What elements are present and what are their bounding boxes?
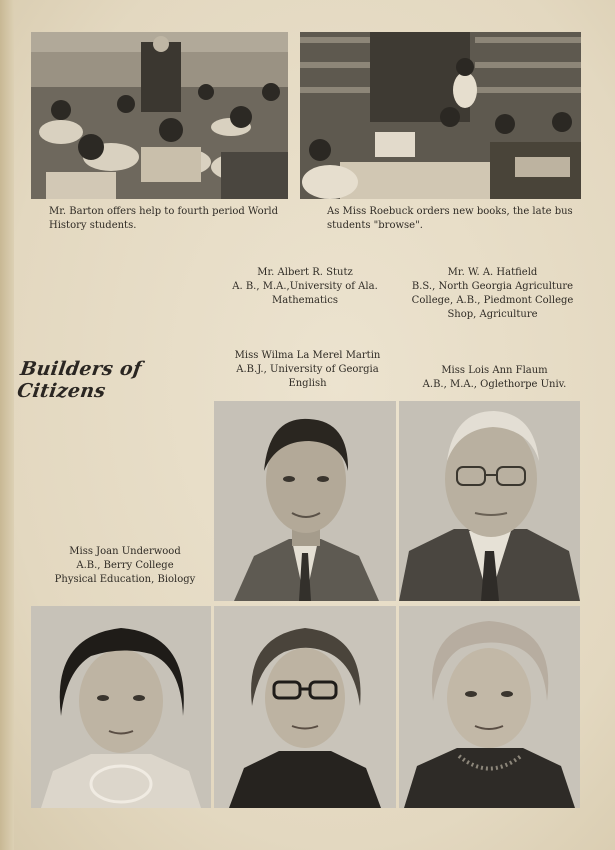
- faculty-martin-caption: [220, 349, 395, 391]
- library-photo-image: [300, 32, 581, 199]
- faculty-hatfield-degrees-2: College, A.B., Piedmont College: [411, 295, 574, 306]
- caption-roebuck-line-1: As Miss Roebuck orders new books, the late bus: [327, 206, 573, 217]
- faculty-flaum-degrees: A.B., M.A., Oglethorpe Univ.: [422, 379, 567, 390]
- faculty-underwood-name: Miss Joan Underwood: [69, 546, 181, 557]
- library-photo: [300, 32, 581, 199]
- portrait-stutz-image: [214, 401, 396, 601]
- faculty-martin-name: Miss Wilma La Merel Martin: [234, 350, 381, 361]
- portrait-hatfield-image: [399, 401, 580, 601]
- portrait-hatfield: [399, 401, 580, 601]
- classroom-photo-image: [31, 32, 288, 199]
- faculty-underwood-subject: Physical Education, Biology: [54, 574, 196, 585]
- caption-barton-line-2: History students.: [49, 220, 137, 231]
- faculty-hatfield-name: Mr. W. A. Hatfield: [447, 267, 538, 278]
- portrait-underwood-image: [31, 606, 211, 808]
- faculty-martin-subject: English: [288, 378, 327, 389]
- caption-roebuck: [327, 205, 587, 233]
- faculty-stutz-degrees: A. B., M.A.,University of Ala.: [232, 281, 378, 292]
- portrait-stutz: [214, 401, 396, 601]
- section-title: Builders of Citizens: [15, 358, 144, 402]
- faculty-stutz-caption: [220, 266, 390, 308]
- faculty-flaum-name: Miss Lois Ann Flaum: [441, 365, 548, 376]
- caption-barton-line-1: Mr. Barton offers help to fourth period World: [49, 206, 278, 217]
- caption-barton: [49, 205, 289, 233]
- faculty-flaum-caption: [402, 364, 587, 392]
- faculty-underwood-degrees: A.B., Berry College: [76, 560, 174, 571]
- faculty-hatfield-degrees: B.S., North Georgia Agriculture: [411, 281, 574, 292]
- classroom-photo: [31, 32, 288, 199]
- portrait-underwood: [31, 606, 211, 808]
- caption-roebuck-line-2: students "browse".: [327, 220, 423, 231]
- faculty-martin-degrees: A.B.J., University of Georgia: [236, 364, 379, 375]
- portrait-martin-image: [214, 606, 396, 808]
- portrait-martin: [214, 606, 396, 808]
- page-binding-edge: [0, 0, 14, 850]
- portrait-flaum: [399, 606, 580, 808]
- faculty-hatfield-caption: [400, 266, 585, 322]
- faculty-hatfield-subject: Shop, Agriculture: [447, 309, 538, 320]
- faculty-stutz-name: Mr. Albert R. Stutz: [257, 267, 353, 278]
- faculty-stutz-subject: Mathematics: [272, 295, 338, 306]
- portrait-flaum-image: [399, 606, 580, 808]
- faculty-underwood-caption: [40, 545, 210, 587]
